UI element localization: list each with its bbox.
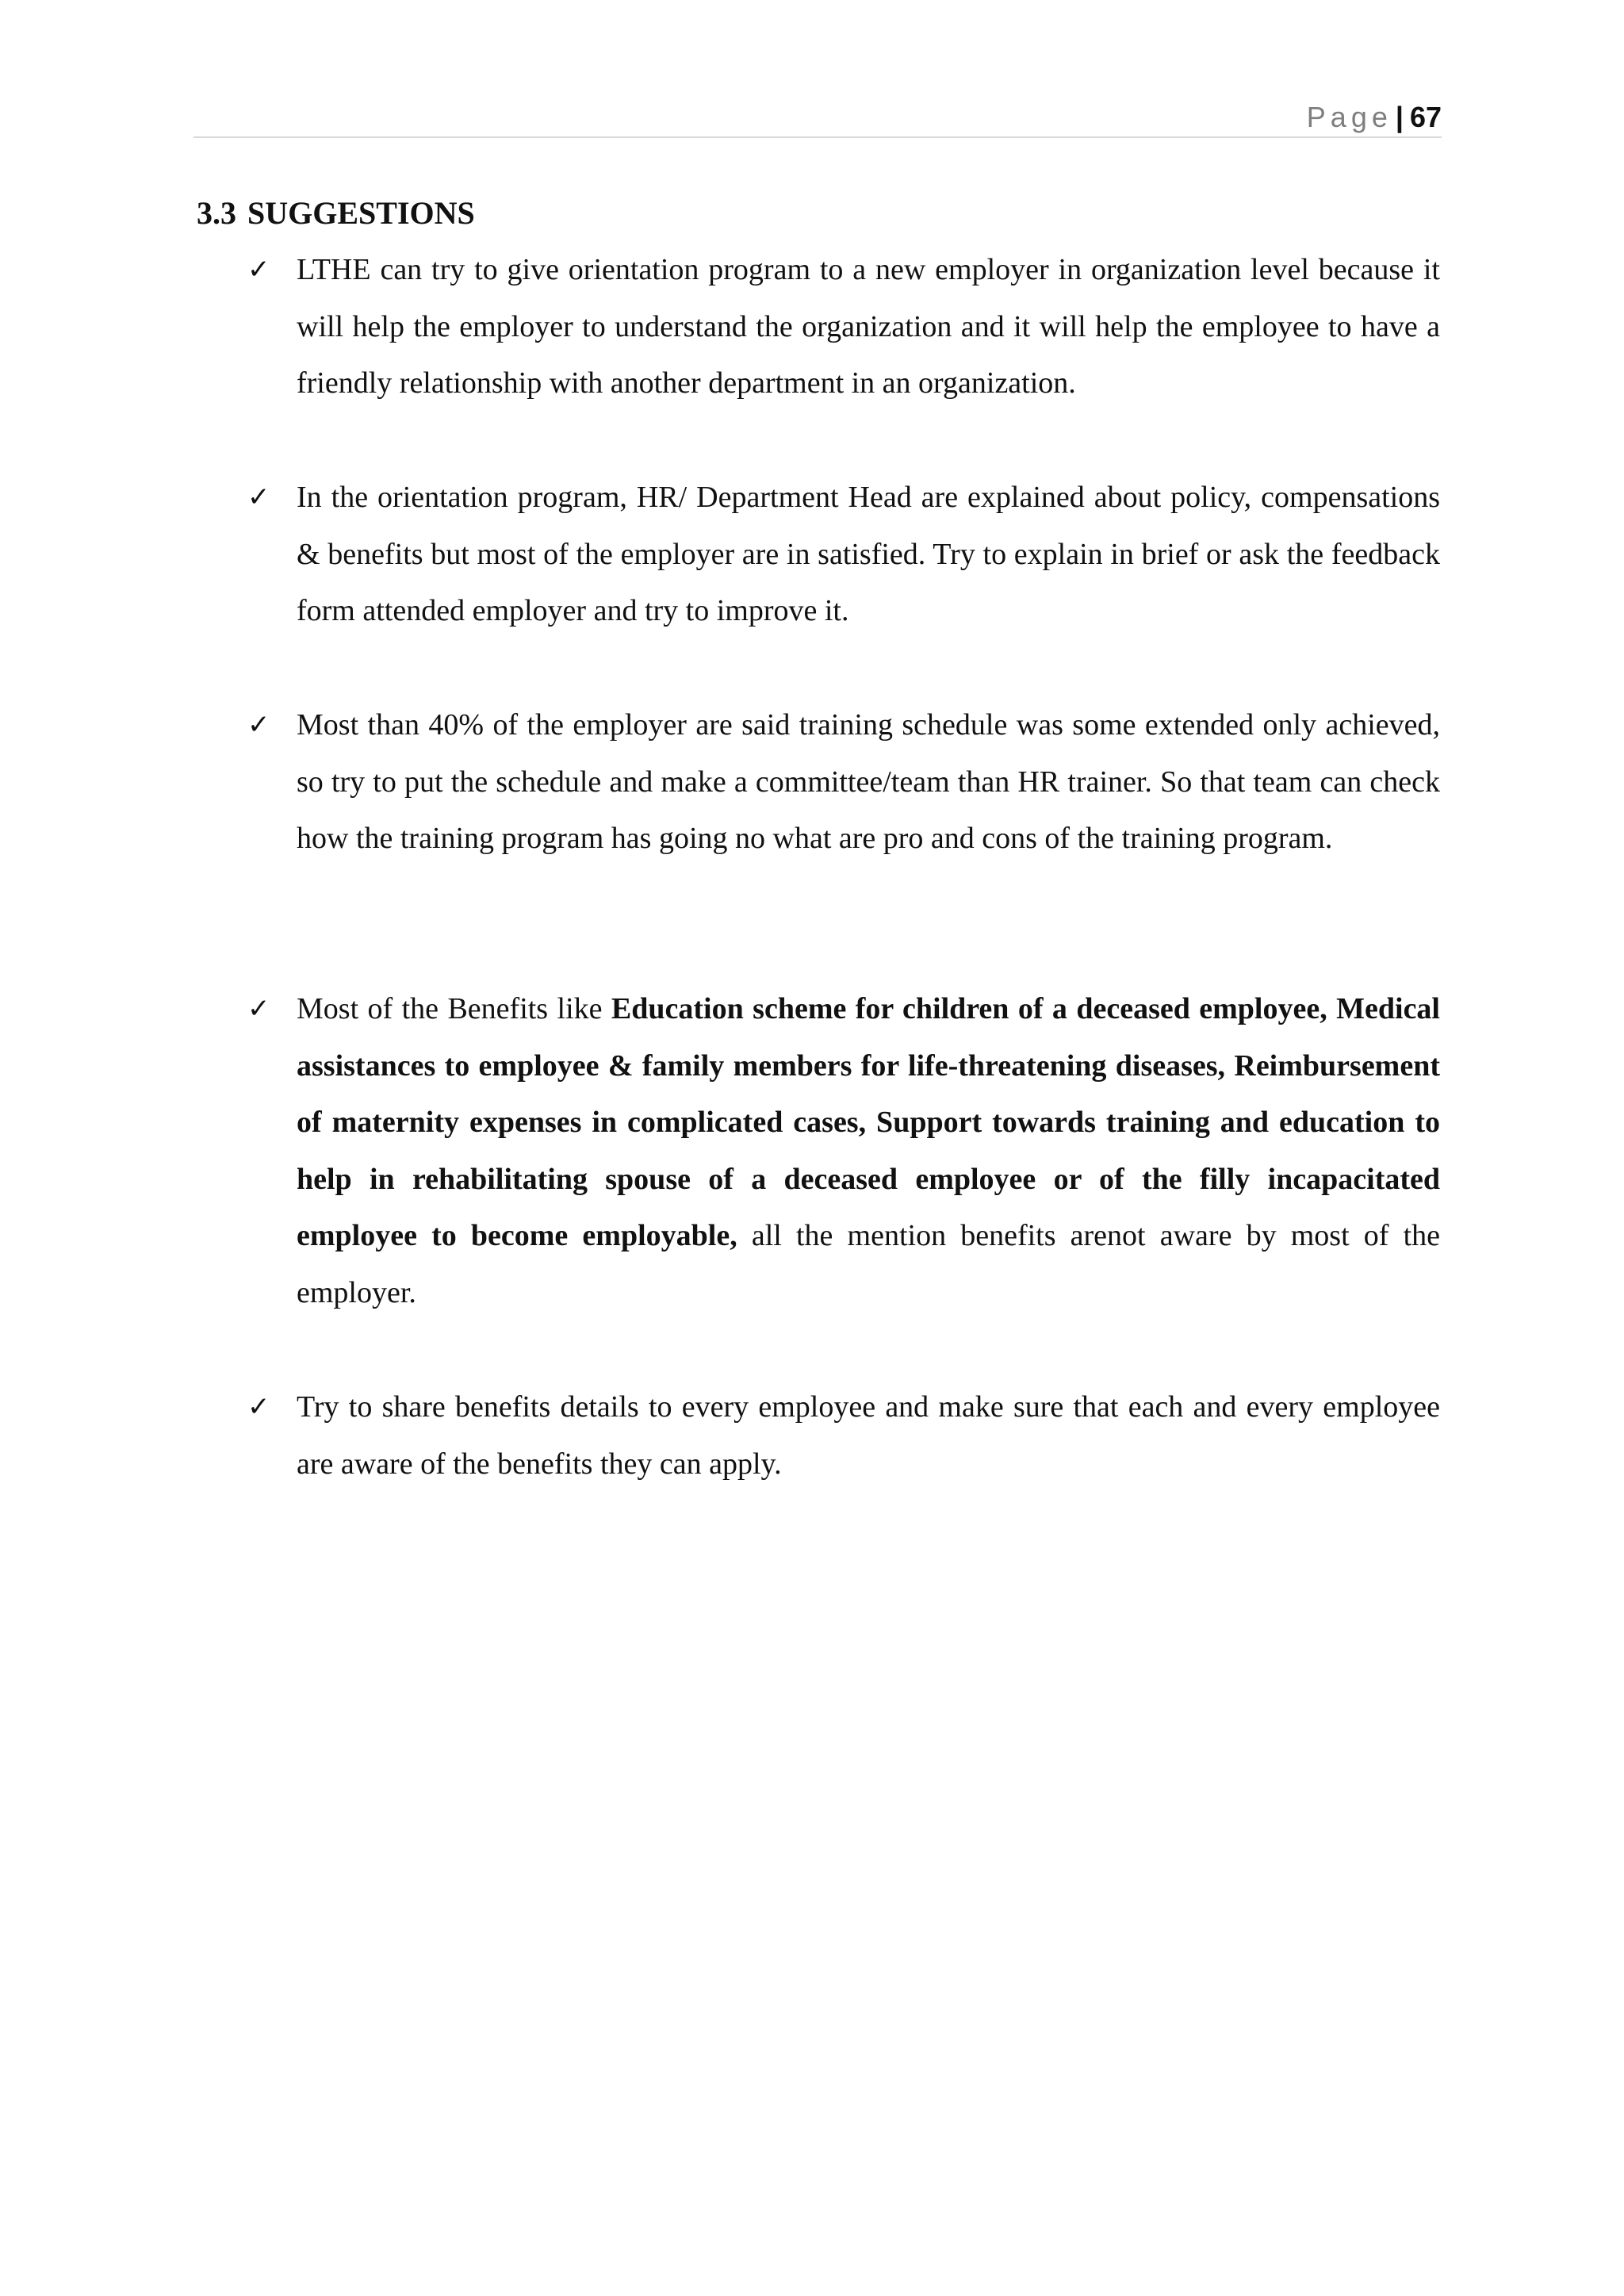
- list-item: [297, 470, 1440, 640]
- list-item: [297, 981, 1440, 1322]
- checkmark-icon: ✓: [247, 254, 270, 286]
- list-item-text: Try to share benefits details to every employee and make sure that each and every employee are aware of the benefits they can apply.: [297, 1390, 1440, 1481]
- list-item-text-suffix: all the mention benefits arenot aware by most of the employer.: [297, 1219, 1441, 1309]
- page-separator: |: [1395, 101, 1404, 133]
- benefits-list-bold: Education scheme for children of a deceased employee, Medical assistances to employee & family members for life-threatening diseases, Reimbursement of maternity expenses in complicated cases, Support towards training and education to help in rehabilitating spouse of a deceased employee or of the filly incapacitated employee to become employable,: [297, 992, 1440, 1253]
- page-number: 67: [1409, 101, 1442, 133]
- list-item-text-prefix: Most of the Benefits like: [297, 992, 611, 1025]
- checkmark-icon: ✓: [247, 481, 270, 513]
- checkmark-icon: ✓: [247, 993, 270, 1025]
- page-label: Page: [1306, 101, 1392, 133]
- list-item: [297, 242, 1440, 412]
- list-item: [297, 1379, 1440, 1493]
- list-item-text: In the orientation program, HR/ Department Head are explained about policy, compensations & benefits but most of the employer are in satisfied. Try to explain in brief or ask the feedback form attended employer and try to improve it.: [297, 481, 1440, 628]
- list-item-text: LTHE can try to give orientation program to a new employer in organization level because it will help the employer to understand the organization and it will help the employee to have a friendly relationship with another department in an organization.: [297, 253, 1440, 401]
- section-number: 3.3: [197, 195, 236, 231]
- section-title: SUGGESTIONS: [247, 195, 475, 231]
- list-item: [297, 697, 1440, 868]
- checkmark-icon: ✓: [247, 1391, 270, 1423]
- list-item-text: Most than 40% of the employer are said training schedule was some extended only achieved, so try to put the schedule and make a committee/team than HR trainer. So that team can check how the training program has going no what are pro and cons of the training program.: [297, 708, 1440, 856]
- checkmark-icon: ✓: [247, 709, 270, 741]
